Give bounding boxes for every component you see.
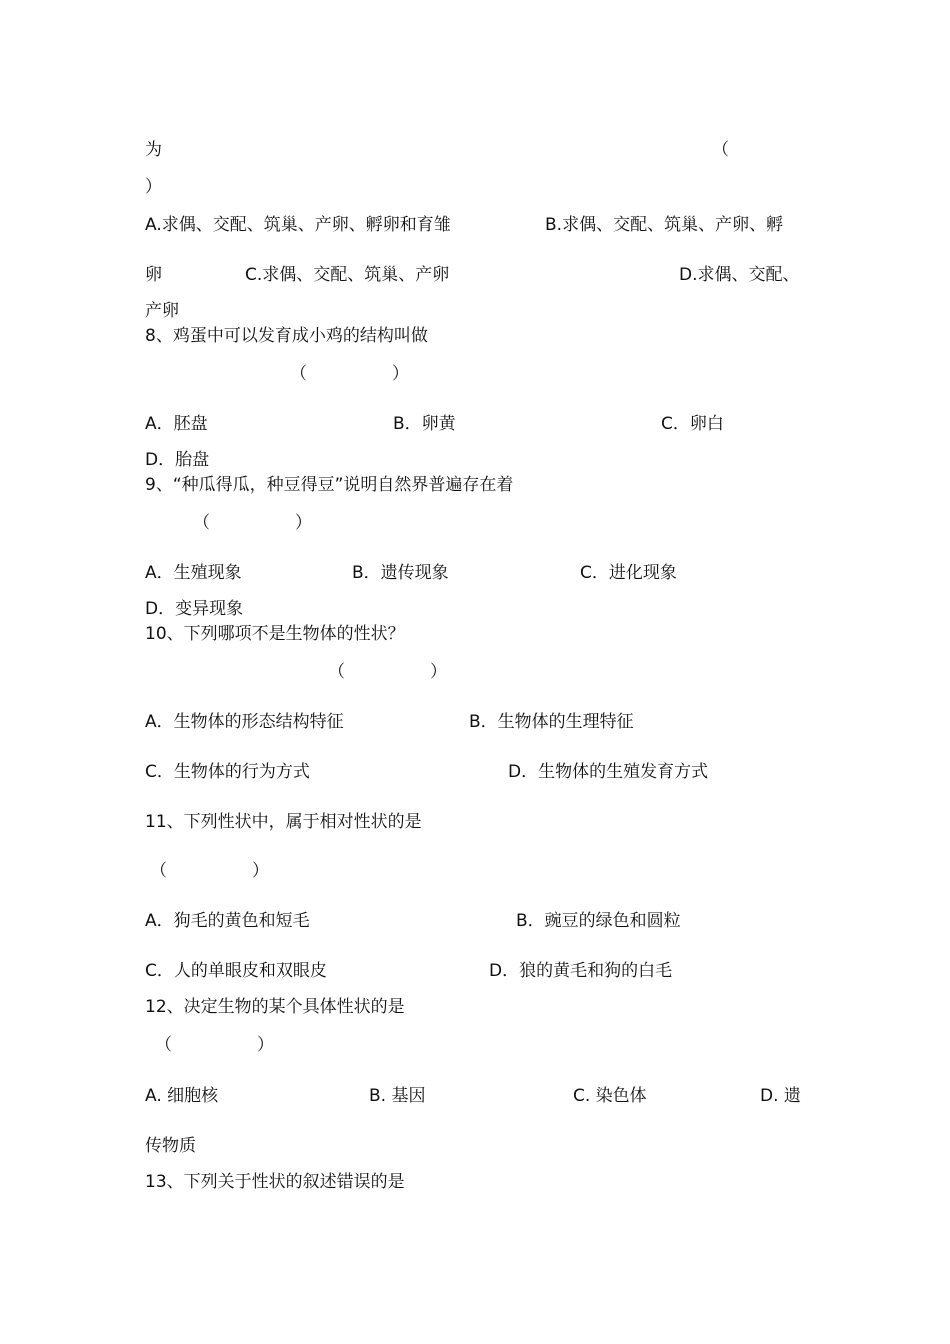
q7-paren-close: ） (145, 177, 162, 197)
q12-option-d-cont: 传物质 (145, 1136, 196, 1156)
q9-option-b: B．遗传现象 (352, 563, 449, 583)
q10-answer-paren: （ ） (328, 662, 447, 682)
q13-stem: 13、下列关于性状的叙述错误的是 (145, 1172, 405, 1192)
q7-option-b-cont: 卵 (145, 265, 162, 285)
q7-option-d: D.求偶、交配、 (679, 265, 800, 285)
q9-option-c: C．进化现象 (580, 563, 677, 583)
q8-answer-paren: （ ） (290, 364, 409, 384)
q11-stem: 11、下列性状中，属于相对性状的是 (145, 812, 422, 832)
q7-option-a: A.求偶、交配、筑巢、产卵、孵卵和育雏 (145, 215, 451, 235)
q7-option-c: C.求偶、交配、筑巢、产卵 (245, 265, 450, 285)
q10-option-c: C．生物体的行为方式 (145, 762, 310, 782)
q11-option-b: B．豌豆的绿色和圆粒 (516, 911, 681, 931)
q8-option-d: D．胎盘 (145, 450, 210, 470)
q12-stem: 12、决定生物的某个具体性状的是 (145, 997, 405, 1017)
q10-option-d: D．生物体的生殖发育方式 (508, 762, 709, 782)
q12-option-a: A. 细胞核 (145, 1086, 219, 1106)
q9-stem: 9、“种瓜得瓜，种豆得豆”说明自然界普遍存在着 (145, 475, 514, 495)
q10-option-a: A．生物体的形态结构特征 (145, 712, 344, 732)
q11-option-c: C．人的单眼皮和双眼皮 (145, 961, 327, 981)
q8-stem: 8、鸡蛋中可以发育成小鸡的结构叫做 (145, 326, 428, 346)
q12-option-d: D. 遗 (760, 1086, 801, 1106)
q12-answer-paren: （ ） (155, 1035, 274, 1055)
q8-option-c: C．卵白 (661, 414, 724, 434)
q12-option-b: B. 基因 (369, 1086, 426, 1106)
q10-stem: 10、下列哪项不是生物体的性状？ (145, 624, 405, 644)
q11-option-a: A．狗毛的黄色和短毛 (145, 911, 310, 931)
q12-option-c: C. 染色体 (573, 1086, 647, 1106)
q9-answer-paren: （ ） (193, 513, 312, 533)
q7-option-d-cont: 产卵 (145, 301, 179, 321)
q7-option-b: B.求偶、交配、筑巢、产卵、孵 (545, 215, 784, 235)
q8-option-b: B．卵黄 (393, 414, 456, 434)
q7-paren-open: （ (712, 140, 729, 160)
q11-answer-paren: （ ） (150, 861, 269, 881)
q7-stem-tail: 为 (145, 140, 162, 160)
q10-option-b: B．生物体的生理特征 (469, 712, 634, 732)
q9-option-d: D．变异现象 (145, 599, 244, 619)
q9-option-a: A．生殖现象 (145, 563, 242, 583)
q11-option-d: D．狼的黄毛和狗的白毛 (489, 961, 673, 981)
q8-option-a: A．胚盘 (145, 414, 208, 434)
